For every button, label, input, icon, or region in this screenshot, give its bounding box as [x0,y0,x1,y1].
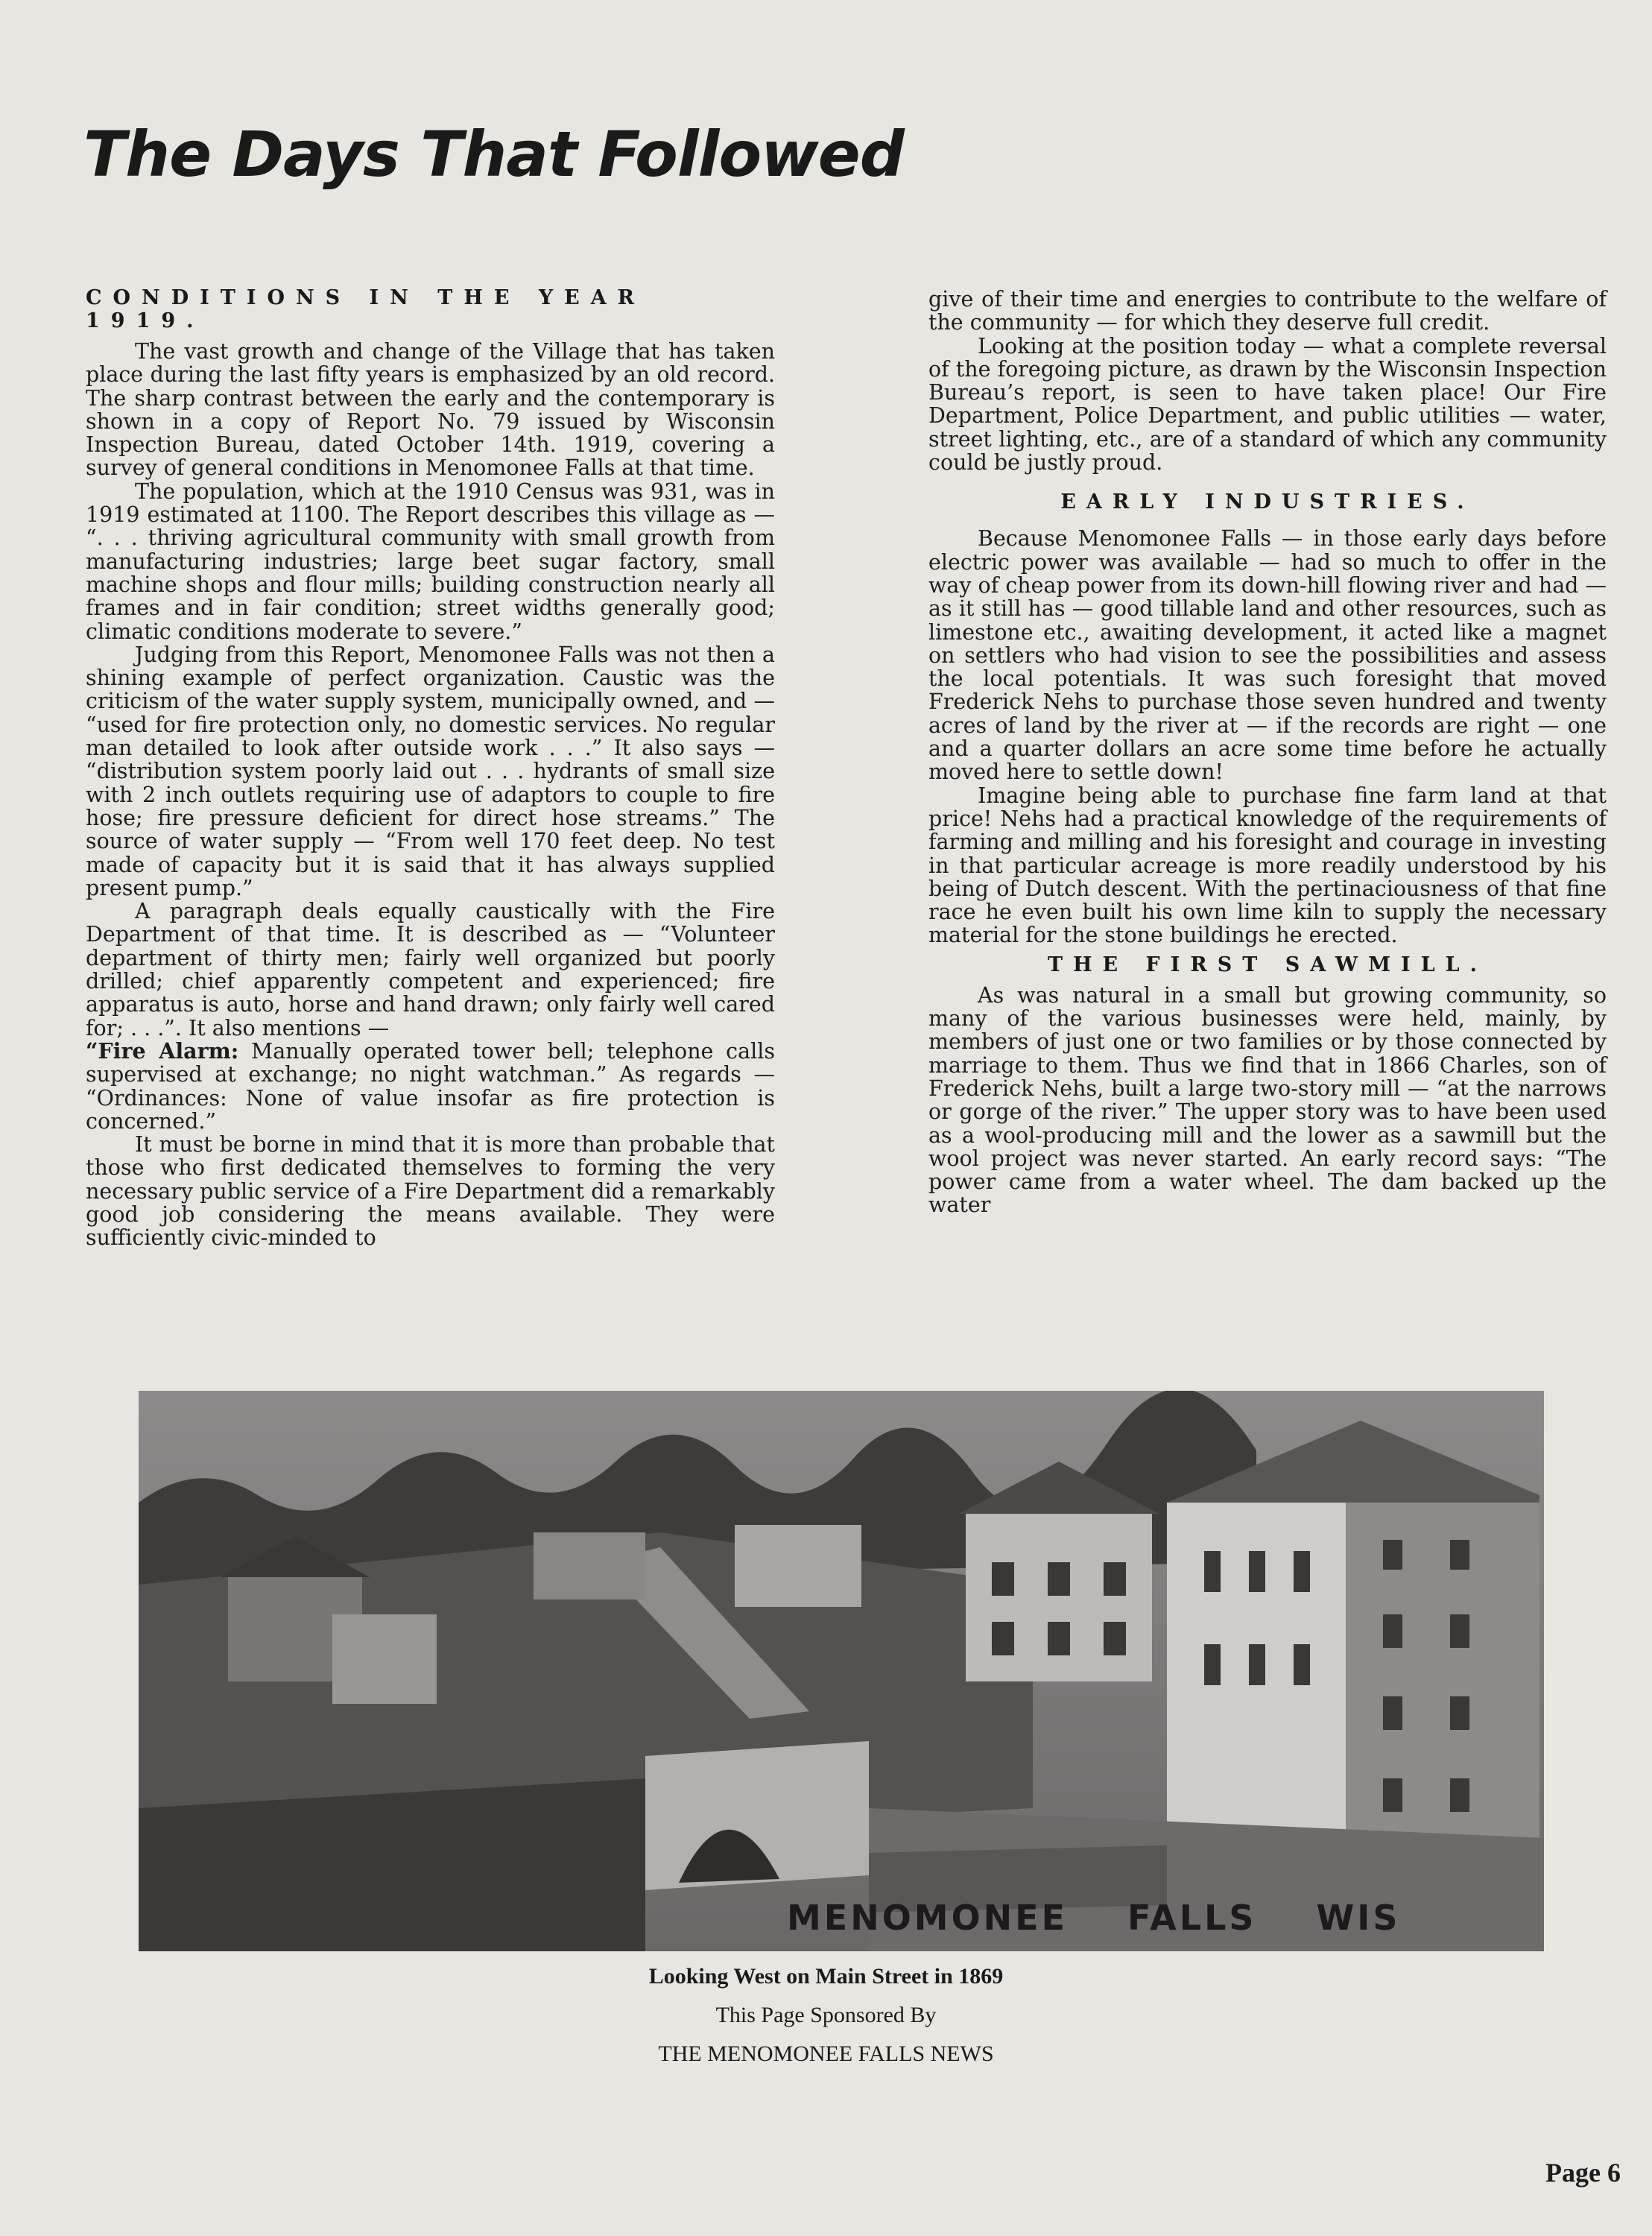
section-heading-industries: EARLY INDUSTRIES. [1060,490,1475,514]
paragraph: It must be borne in mind that it is more than probable that those who first dedicated themselves to forming the very necessary public service of a Fire Department did a remarkably good job considering the means available. They were sufficiently civic-minded to [86,1132,775,1251]
sponsor-line: This Page Sponsored By [715,2003,937,2027]
paragraph: A paragraph deals equally caustically with the Fire Department of that time. It is described as — “Volunteer department of thirty men; fairly well organized but poorly drilled; chief apparently competent and experienced; fire apparatus is auto, horse and hand drawn; only fairly well cared for; . . .”. It also mentions — [86,899,775,1040]
page-title: The Days That Followed [83,118,904,191]
left-column [86,286,775,1250]
fire-alarm-paragraph [86,1040,775,1133]
right-column [928,288,1607,1217]
page-number: Page 6 [1545,2158,1621,2188]
paragraph: give of their time and energies to contribute to the welfare of the community — for which they deserve full credit. [928,287,1607,335]
section-heading-sawmill: THE FIRST SAWMILL. [1047,953,1488,976]
photo-caption: Looking West on Main Street in 1869 [648,1964,1004,1989]
sponsor-name: THE MENOMONEE FALLS NEWS [658,2041,994,2066]
paragraph: Judging from this Report, Menomonee Falls was not then a shining example of perfect organization. Caustic was the criticism of the water supply system, municipally owned, and — “used for fire protection only, no domestic services. No regular man detailed to look after outside work . . .” It also says — “distribution system poorly laid out . . . hydrants of small size with 2 inch outlets requiring use of adaptors to couple to fire hose; fire pressure deficient for direct hose streams.” The source of water supply — “From well 170 feet deep. No test made of capacity but it is said that it has always supplied present pump.” [86,642,775,900]
paragraph: Because Menomonee Falls — in those early days before electric power was available — had so much to offer in the way of cheap power from its down-hill flowing river and had — as it still has — good tillable land and other resources, such as limestone etc., awaiting development, it acted like a magnet on settlers who had vision to see the possibilities and assess the local potentials. It was such foresight that moved Frederick Nehs to purchase those seven hundred and twenty acres of land by the river at — if the records are right — one and a quarter dollars an acre some time before he actually moved here to settle down! [928,526,1607,785]
fire-alarm-label: “Fire Alarm: [86,1038,239,1064]
historic-photo [139,1391,1544,1951]
paragraph: The vast growth and change of the Village that has taken place during the last fifty years is emphasized by an old record. The sharp contrast between the early and the contemporary is shown in a copy of Report No. 79 issued by Wisconsin Inspection Bureau, dated October 14th. 1919, covering a survey of general conditions in Menomonee Falls at that time. [86,339,775,481]
fire-alarm-text: Manually operated tower bell; telephone calls supervised at exchange; no night watchman.” As regards — “Ordinances: None of value insofar as fire protection is concerned.” [86,1038,775,1134]
paragraph: Looking at the position today — what a complete reversal of the foregoing picture, as drawn by the Wisconsin Inspection Bureau’s report, is seen to have taken place! Our Fire Department, Police Department, and public utilities — water, street lighting, etc., are of a standard of which any community could be justly proud. [928,333,1607,476]
section-heading-conditions: CONDITIONS IN THE YEAR 1919. [86,286,646,332]
photo-inscription: MENOMONEE FALLS WIS [787,1898,1401,1938]
paragraph: The population, which at the 1910 Census was 931, was in 1919 estimated at 1100. The Report describes this village as — “. . . thriving agricultural community with small growth from manufacturing industries; large beet sugar factory, small machine shops and flour mills; building construction nearly all frames and in fair condition; street widths generally good; climatic conditions moderate to severe.” [86,479,775,644]
paragraph: As was natural in a small but growing community, so many of the various businesses were held, mainly, by members of just one or two families or by those connected by marriage to them. Thus we find that in 1866 Charles, son of Frederick Nehs, built a large two-story mill — “at the narrows or gorge of the river.” The upper story was to have been used as a wool-producing mill and the lower as a sawmill but the wool project was never started. An early record says: “The power came from a water wheel. The dam backed up the water [928,982,1607,1218]
paragraph: Imagine being able to purchase fine farm land at that price! Nehs had a practical knowledge of the requirements of farming and milling and his foresight and courage in investing in that particular acreage is more readily understood by his being of Dutch descent. With the pertinaciousness of that fine race he even built his own lime kiln to supply the necessary material for the stone buildings he erected. [928,783,1607,948]
